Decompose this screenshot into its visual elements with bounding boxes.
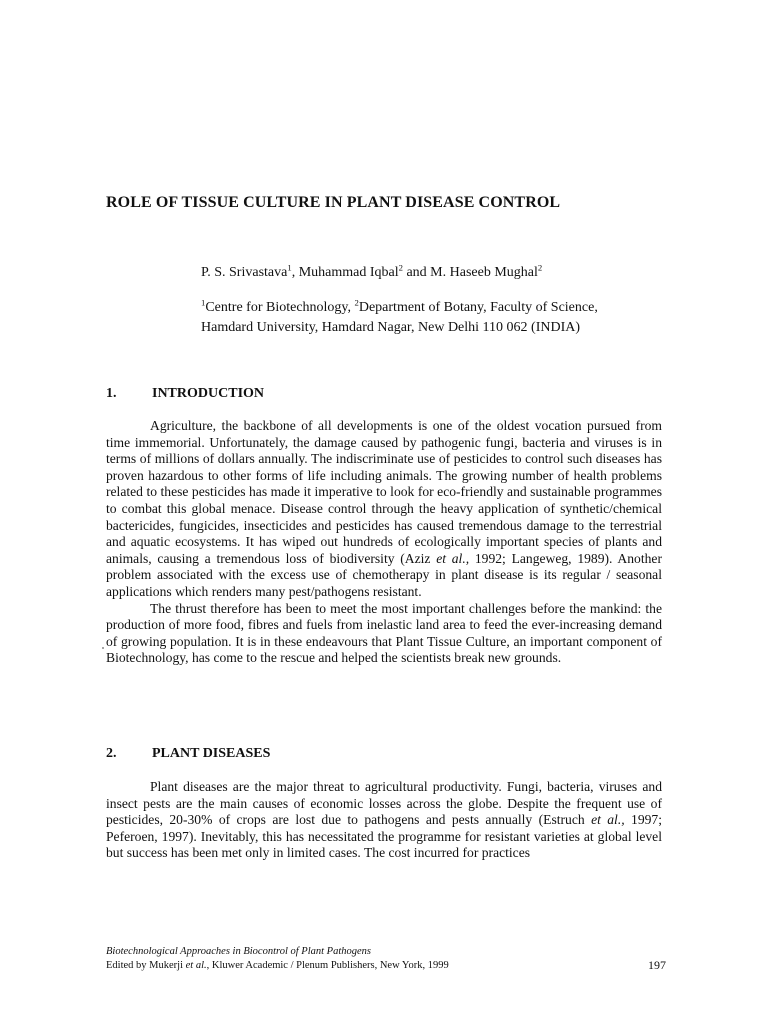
footer-publisher [106,959,586,972]
author-name: M. Haseeb Mughal [430,265,538,280]
affiliation-line: Hamdard University, Hamdard Nagar, New Delhi 110 062 (INDIA) [201,320,581,335]
section-body-plant-diseases [106,779,662,862]
footer-etal: et al. [185,960,207,971]
affiliation-marker: 1 [287,262,292,273]
author-list [201,264,701,282]
section-number: 2. [106,746,117,761]
citation-etal: et al., [436,550,470,566]
affiliation-marker: 2 [537,262,543,273]
affiliation-line [201,298,671,318]
footer-text: , Kluwer Academic / Plenum Publishers, New York, 1999 [206,960,449,971]
paragraph [106,779,662,862]
section-heading-plant-diseases [106,745,666,763]
affiliation-text: Department of Botany, Faculty of Science, [358,300,598,315]
citation-etal: et al., [591,812,625,828]
affiliation-marker: 1 [201,297,206,308]
section-title: INTRODUCTION [152,386,265,401]
affiliation-text: Centre for Biotechnology, [205,300,355,315]
author-name: Muhammad Iqbal [298,265,399,280]
paper-title: ROLE OF TISSUE CULTURE IN PLANT DISEASE CONTROL [106,194,561,211]
section-body-introduction [106,418,662,667]
paragraph-text: Plant diseases are the major threat to agricultural productivity. Fungi, bacteria, viruses and insect pests are the main causes of economic losses across the globe. Despite the frequent use of pesticides, 20-30% of crops are lost due to pathogens and pests annually (Estruch [106,779,662,828]
footer-text: Edited by Mukerji [106,960,186,971]
affiliation-block [201,298,671,338]
footer-journal-title: Biotechnological Approaches in Biocontrol of Plant Pathogens [106,946,371,957]
paragraph-text: Agriculture, the backbone of all developments is one of the oldest vocation pursued from time immemorial. Unfortunately, the damage caused by pathogenic fungi, bacteria and viruses is in terms of millions of dollars annually. The indiscriminate use of pesticides to control such diseases has proven hazardous to other forms of life including animals. The growing number of health problems related to these pesticides has made it imperative to look for eco-friendly and sustainable programmes to combat this global menace. Disease control through the heavy application of synthetic/chemical bactericides, fungicides, insecticides and pesticides has caused tremendous damage to the terrestrial and aquatic ecosystems. It has wiped out hundreds of ecologically important species of plants and animals, causing a tremendous loss of biodiversity (Aziz [106,418,662,566]
author-separator: , [291,265,299,280]
paragraph-text: 1997; Peferoen, 1997). Inevitably, this has necessitated the programme for resistant varieties at global level but success has been met only in limited cases. The cost incurred for practices [106,812,662,861]
paragraph [106,418,662,601]
section-number: 1. [106,386,117,401]
affiliation-marker: 2 [398,262,403,273]
affiliation-marker: 2 [354,297,359,308]
author-separator: and [402,265,431,280]
paragraph: The thrust therefore has been to meet the most important challenges before the mankind: the production of more food, fibres and fuels from inelastic land area to feed the ever-increasing demand of growing population. It is in these endeavours that Plant Tissue Culture, an important component of Biotechnology, has come to the rescue and helped the scientists break new grounds. [106,600,662,666]
page-number: 197 [648,958,666,972]
scan-speck [102,647,104,649]
paragraph-text: 1992; Langeweg, 1989). Another problem associated with the excess use of chemotherapy in plant disease is its regular / seasonal applications which renders many pest/pathogens resistant. [106,550,662,599]
section-title: PLANT DISEASES [152,746,271,761]
author-name: P. S. Srivastava [201,265,288,280]
section-heading-introduction [106,385,666,403]
